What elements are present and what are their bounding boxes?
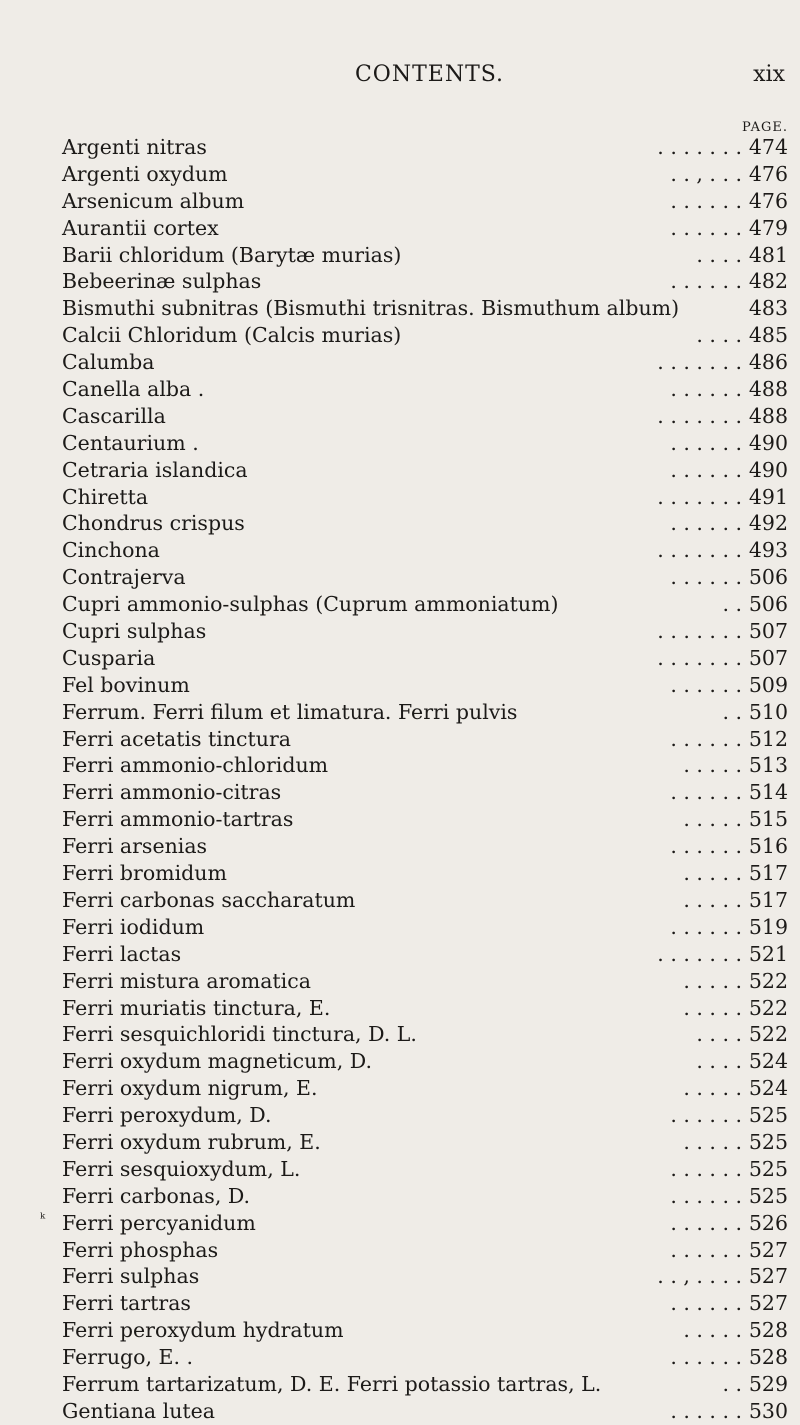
entry-title: Ferri phosphas — [62, 1237, 219, 1262]
entry-page-number: 512 — [748, 726, 788, 751]
dot-leader: . . . . . — [683, 995, 742, 1020]
entry-page-number: 517 — [748, 887, 788, 912]
contents-entry — [62, 510, 788, 537]
dot-leader: . . . . . . — [670, 188, 742, 213]
entry-page-number: 491 — [748, 484, 788, 509]
entry-title: Barii chloridum (Barytæ murias) — [62, 242, 402, 267]
entry-page-number: 522 — [748, 995, 788, 1020]
entry-title: Ferri carbonas, D. — [62, 1183, 251, 1208]
dot-leader: . . , . . . — [670, 161, 742, 186]
contents-entry — [62, 349, 788, 376]
entry-title: Ferri arsenias — [62, 834, 208, 859]
entry-title: Ferri tartras — [62, 1291, 191, 1316]
entry-title: Chiretta — [62, 484, 149, 509]
entry-title: Ferri peroxydum, D. — [62, 1103, 272, 1128]
dot-leader: . . . . . — [683, 968, 742, 993]
contents-entry — [62, 1317, 788, 1344]
contents-entry — [62, 779, 788, 806]
entry-title: Ferri percyanidum — [62, 1210, 256, 1235]
entry-page-number: 517 — [748, 861, 788, 886]
entry-page-number: 492 — [748, 511, 788, 536]
entry-title: Chondrus crispus — [62, 511, 245, 536]
dot-leader: . . . . . . . — [657, 484, 742, 509]
entry-title: Ferri sesquioxydum, L. — [62, 1156, 301, 1181]
dot-leader: . . . . . . — [670, 1237, 742, 1262]
contents-entry — [62, 1371, 788, 1398]
dot-leader: . . . . . . . — [657, 941, 742, 966]
entry-page-number: 490 — [748, 430, 788, 455]
contents-entry — [62, 161, 788, 188]
contents-entry — [62, 295, 788, 322]
contents-entry — [62, 591, 788, 618]
entry-page-number: 507 — [748, 645, 788, 670]
entry-page-number: 524 — [748, 1049, 788, 1074]
contents-entry — [62, 537, 788, 564]
entry-page-number: 528 — [748, 1318, 788, 1343]
dot-leader: . . . . — [696, 242, 742, 267]
contents-entry — [62, 430, 788, 457]
contents-entry — [62, 215, 788, 242]
dot-leader: . . — [722, 699, 742, 724]
dot-leader: . . . . . — [683, 1129, 742, 1154]
entry-page-number: 514 — [748, 780, 788, 805]
entry-page-number: 530 — [748, 1398, 788, 1423]
entry-title: Ferri oxydum nigrum, E. — [62, 1076, 318, 1101]
entry-title: Ferri sesquichloridi tinctura, D. L. — [62, 1022, 417, 1047]
dot-leader: . . . . . . — [670, 1210, 742, 1235]
entry-title: Ferri bromidum — [62, 861, 227, 886]
entry-title: Cinchona — [62, 538, 160, 563]
entry-page-number: 521 — [748, 941, 788, 966]
dot-leader: . . . . . . — [670, 457, 742, 482]
entry-page-number: 481 — [748, 242, 788, 267]
contents-entry — [62, 645, 788, 672]
dot-leader: . . . . . . . — [657, 619, 742, 644]
dot-leader: . . . . . . — [670, 1183, 742, 1208]
dot-leader: . . . . . — [683, 887, 742, 912]
entry-page-number: 527 — [748, 1264, 788, 1289]
entry-title: Canella alba . — [62, 377, 205, 402]
entry-title: Ferri acetatis tinctura — [62, 726, 291, 751]
dot-leader: . . . . — [696, 1022, 742, 1047]
page-column-heading: PAGE. — [742, 120, 788, 135]
entry-page-number: 506 — [748, 565, 788, 590]
dot-leader: . . . . . . — [670, 430, 742, 455]
contents-entry — [62, 484, 788, 511]
contents-entry — [62, 914, 788, 941]
entry-page-number: 488 — [748, 403, 788, 428]
entry-page-number: 513 — [748, 753, 788, 778]
contents-entry — [62, 618, 788, 645]
entry-page-number: 476 — [748, 161, 788, 186]
dot-leader: . . . . . — [683, 861, 742, 886]
contents-entry — [62, 833, 788, 860]
contents-entry — [62, 1075, 788, 1102]
contents-entry — [62, 672, 788, 699]
contents-entry — [62, 1156, 788, 1183]
contents-entry — [62, 1102, 788, 1129]
dot-leader: . . . . . . — [670, 511, 742, 536]
entry-title: Arsenicum album — [62, 188, 245, 213]
contents-entry — [62, 1263, 788, 1290]
entry-page-number: 516 — [748, 834, 788, 859]
entry-title: Contrajerva — [62, 565, 186, 590]
contents-entry — [62, 752, 788, 779]
entry-page-number: 493 — [748, 538, 788, 563]
contents-entry — [62, 1210, 788, 1237]
entry-title: Cupri ammonio-sulphas (Cuprum ammoniatum) — [62, 592, 559, 617]
entry-title: Gentiana lutea — [62, 1398, 216, 1423]
entry-title: Cascarilla — [62, 403, 166, 428]
entry-title: Ferri sulphas — [62, 1264, 200, 1289]
contents-entry — [62, 403, 788, 430]
dot-leader: . . . . . . . — [657, 135, 742, 159]
entry-title: Cusparia — [62, 645, 156, 670]
dot-leader: . . . . . . — [670, 565, 742, 590]
entry-title: Ferri ammonio-chloridum — [62, 753, 329, 778]
entry-page-number: 476 — [748, 188, 788, 213]
dot-leader: . . . . . . — [670, 834, 742, 859]
entry-page-number: 482 — [748, 269, 788, 294]
dot-leader: . . . . . . — [670, 215, 742, 240]
entry-page-number: 485 — [748, 323, 788, 348]
contents-entry — [62, 806, 788, 833]
entry-title: Ferri carbonas saccharatum — [62, 887, 356, 912]
entry-page-number: 522 — [748, 1022, 788, 1047]
dot-leader: . . . . . . — [670, 1345, 742, 1370]
entry-title: Calcii Chloridum (Calcis murias) — [62, 323, 402, 348]
dot-leader: . . . . . — [683, 1318, 742, 1343]
contents-list — [62, 134, 788, 1425]
contents-entry — [62, 860, 788, 887]
dot-leader: . . . . — [696, 1049, 742, 1074]
contents-entry — [62, 1021, 788, 1048]
entry-page-number: 506 — [748, 592, 788, 617]
entry-page-number: 519 — [748, 914, 788, 939]
entry-page-number: 525 — [748, 1183, 788, 1208]
entry-page-number: 525 — [748, 1156, 788, 1181]
contents-entry — [62, 1048, 788, 1075]
dot-leader: . . , . . . . — [657, 1264, 742, 1289]
entry-title: Argenti nitras — [62, 135, 207, 159]
dot-leader: . . . . . . . — [657, 538, 742, 563]
contents-entry — [62, 376, 788, 403]
contents-entry — [62, 564, 788, 591]
entry-title: Ferri peroxydum hydratum — [62, 1318, 344, 1343]
entry-page-number: 486 — [748, 350, 788, 375]
dot-leader: . . . . . . — [670, 726, 742, 751]
dot-leader: . . . . . . — [670, 672, 742, 697]
contents-entry — [62, 887, 788, 914]
entry-page-number: 522 — [748, 968, 788, 993]
entry-page-number: 525 — [748, 1129, 788, 1154]
contents-entry — [62, 968, 788, 995]
dot-leader: . . . . . . — [670, 1291, 742, 1316]
dot-leader: . . . . . . — [670, 1398, 742, 1423]
dot-leader: . . . . . . . — [657, 403, 742, 428]
entry-title: Aurantii cortex — [62, 215, 219, 240]
entry-page-number: 529 — [748, 1371, 788, 1396]
entry-page-number: 479 — [748, 215, 788, 240]
dot-leader: . . . . . . — [670, 377, 742, 402]
entry-title: Ferrugo, E. . — [62, 1345, 194, 1370]
contents-entry — [62, 1290, 788, 1317]
dot-leader: . . . . . — [683, 807, 742, 832]
entry-title: Cupri sulphas — [62, 619, 207, 644]
entry-page-number: 474 — [748, 135, 788, 159]
entry-title: Argenti oxydum — [62, 161, 228, 186]
entry-title: Ferri ammonio-citras — [62, 780, 282, 805]
entry-page-number: 528 — [748, 1345, 788, 1370]
dot-leader: . . . . . . — [670, 269, 742, 294]
entry-page-number: 483 — [748, 296, 788, 321]
dot-leader: . . . . — [696, 323, 742, 348]
contents-entry — [62, 242, 788, 269]
entry-page-number: 490 — [748, 457, 788, 482]
dot-leader: . . . . . . . — [657, 645, 742, 670]
contents-entry — [62, 699, 788, 726]
dot-leader: . . . . . . — [670, 1156, 742, 1181]
running-title: CONTENTS. — [354, 62, 505, 87]
contents-entry — [62, 322, 788, 349]
entry-title: Ferrum. Ferri filum et limatura. Ferri pulvis — [62, 699, 518, 724]
entry-page-number: 527 — [748, 1291, 788, 1316]
contents-entry — [62, 134, 788, 161]
entry-title: Bismuthi subnitras (Bismuthi trisnitras. Bismuthum album) — [62, 296, 680, 321]
entry-page-number: 515 — [748, 807, 788, 832]
dot-leader: . . . . . — [683, 1076, 742, 1101]
contents-entry — [62, 1237, 788, 1264]
contents-entry — [62, 268, 788, 295]
contents-entry — [62, 1129, 788, 1156]
entry-title: Ferri oxydum rubrum, E. — [62, 1129, 321, 1154]
entry-page-number: 525 — [748, 1103, 788, 1128]
contents-entry — [62, 1183, 788, 1210]
contents-entry — [62, 1344, 788, 1371]
dot-leader: . . — [722, 1371, 742, 1396]
dot-leader: . . — [722, 592, 742, 617]
entry-title: Centaurium . — [62, 430, 199, 455]
entry-page-number: 527 — [748, 1237, 788, 1262]
entry-page-number: 510 — [748, 699, 788, 724]
entry-title: Ferri iodidum — [62, 914, 205, 939]
entry-page-number: 524 — [748, 1076, 788, 1101]
dot-leader: . . . . . . — [670, 780, 742, 805]
contents-entry — [62, 457, 788, 484]
contents-entry — [62, 1398, 788, 1425]
page-number: xix — [753, 62, 785, 87]
entry-title: Ferri oxydum magneticum, D. — [62, 1049, 372, 1074]
entry-title: Calumba — [62, 350, 155, 375]
dot-leader: . . . . . . — [670, 914, 742, 939]
entry-page-number: 526 — [748, 1210, 788, 1235]
dot-leader: . . . . . . . — [657, 350, 742, 375]
entry-title: Ferri mistura aromatica — [62, 968, 311, 993]
contents-entry — [62, 941, 788, 968]
entry-title: Ferri ammonio-tartras — [62, 807, 294, 832]
entry-page-number: 509 — [748, 672, 788, 697]
entry-title: Cetraria islandica — [62, 457, 248, 482]
dot-leader: . . . . . . — [670, 1103, 742, 1128]
entry-page-number: 507 — [748, 619, 788, 644]
entry-title: Bebeerinæ sulphas — [62, 269, 262, 294]
running-head — [62, 62, 797, 92]
contents-entry — [62, 726, 788, 753]
entry-title: Ferri lactas — [62, 941, 182, 966]
entry-title: Ferri muriatis tinctura, E. — [62, 995, 331, 1020]
margin-mark: ᵏ — [40, 1211, 46, 1227]
entry-title: Fel bovinum — [62, 672, 190, 697]
entry-title: Ferrum tartarizatum, D. E. Ferri potassio tartras, L. — [62, 1371, 602, 1396]
dot-leader: . . . . . — [683, 753, 742, 778]
contents-entry — [62, 188, 788, 215]
contents-entry — [62, 995, 788, 1022]
entry-page-number: 488 — [748, 377, 788, 402]
